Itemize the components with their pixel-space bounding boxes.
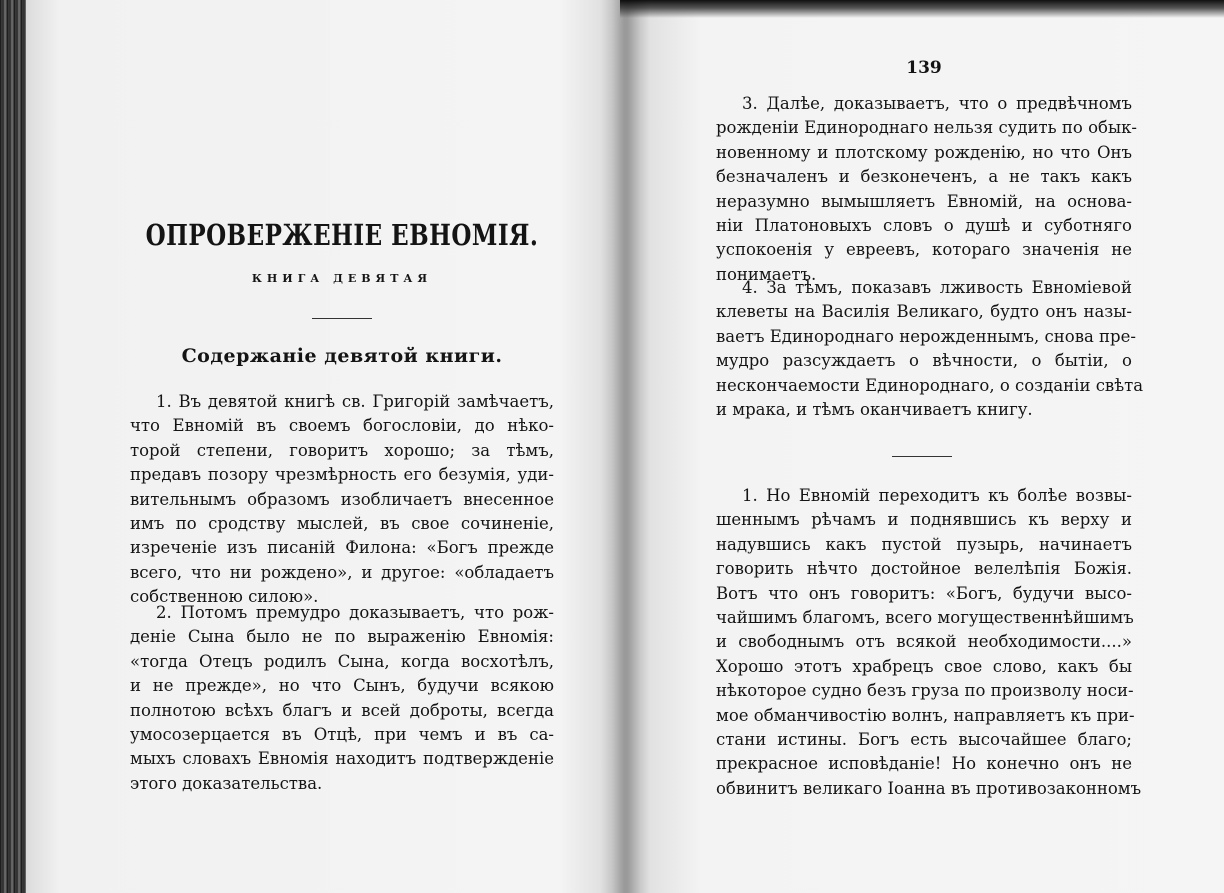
text-line: всего, что ни рождено», и другое: «обладаетъ	[130, 562, 554, 582]
page-gutter	[600, 0, 650, 893]
text-line: умосозерцается въ Отцѣ, при чемъ и въ са-	[130, 725, 554, 745]
text-line: 4. За тѣмъ, показавъ лживость Евноміевой	[742, 278, 1132, 297]
text-line: предавъ позору чрезмѣрность его безумія, уди-	[130, 465, 554, 485]
text-line: чайшимъ благомъ, всего могущественнѣйшимъ	[716, 608, 1134, 628]
text-line: говорить нѣчто достойное велелѣпія Божія.	[716, 559, 1132, 579]
paragraph	[716, 92, 1137, 287]
text-line: безначаленъ и безконеченъ, а не такъ какъ	[716, 167, 1132, 187]
text-line: Вотъ что онъ говоритъ: «Богъ, будучи высо-	[716, 583, 1132, 603]
text-line: торой степени, говоритъ хорошо; за тѣмъ,	[130, 440, 554, 460]
text-line: что Евномій въ своемъ богословіи, до нѣко-	[130, 416, 554, 436]
text-line: прекрасное исповѣданіе! Но конечно онъ не	[716, 754, 1132, 774]
text-line: и мрака, и тѣмъ оканчиваетъ книгу.	[716, 400, 1033, 420]
text-line: новенному и плотскому рожденію, но что Онъ	[716, 142, 1132, 162]
text-line: имъ по сродству мыслей, въ свое сочиненіе,	[130, 514, 554, 534]
book-heading: КНИГА ДЕВЯТАЯ	[251, 272, 433, 285]
text-line: 3. Далѣе, доказываетъ, что о предвѣчномъ	[742, 94, 1132, 113]
text-line: вительнымъ образомъ изобличаетъ внесенное	[130, 489, 554, 509]
text-line: 1. Въ девятой книгѣ св. Григорій замѣчаетъ,	[156, 392, 554, 411]
text-line: рожденіи Единороднаго нельзя судить по обык-	[716, 118, 1137, 138]
text-line: мудро разсуждаетъ о вѣчности, о бытіи, о	[716, 351, 1132, 371]
paragraph	[716, 276, 1144, 422]
text-line: нескончаемости Единороднаго, о созданіи свѣта	[716, 375, 1144, 395]
divider	[312, 318, 372, 319]
book-spine	[0, 0, 26, 893]
text-line: ніи Платоновыхъ словъ о душѣ и суботняго	[716, 216, 1132, 236]
text-line: 1. Но Евномій переходитъ къ болѣе возвы-	[742, 486, 1132, 505]
text-line: изреченіе изъ писаній Филона: «Богъ прежде	[130, 538, 554, 558]
text-line: «тогда Отецъ родилъ Сына, когда восхотѣлъ,	[130, 651, 554, 671]
text-line: полнотою всѣхъ благъ и всей доброты, всегда	[130, 700, 554, 720]
divider	[892, 456, 952, 457]
text-line: деніе Сына было не по выраженію Евномія:	[130, 627, 554, 647]
text-line: стани истины. Богъ есть высочайшее благо;	[716, 730, 1132, 750]
paragraph	[716, 484, 1142, 801]
text-line: понимаетъ.	[716, 264, 817, 284]
text-line: и не прежде», но что Сынъ, будучи всякою	[130, 676, 554, 696]
text-line: надувшись какъ пустой пузырь, начинаетъ	[716, 534, 1132, 554]
text-line: мыхъ словахъ Евномія находитъ подтвержденіе	[130, 749, 554, 769]
contents-heading: Содержаніе девятой книги.	[181, 345, 503, 367]
text-line: ваетъ Единороднаго нерожденнымъ, снова пре-	[716, 326, 1136, 346]
paragraph	[130, 390, 554, 610]
text-line: Хорошо этотъ храбрецъ свое слово, какъ бы	[716, 656, 1132, 676]
text-line: собственною силою».	[130, 587, 319, 607]
text-line: этого доказательства.	[130, 773, 323, 793]
text-line: шеннымъ рѣчамъ и поднявшись къ верху и	[716, 510, 1132, 530]
text-line: успокоенія у евреевъ, котораго значенія не	[716, 240, 1132, 260]
page-title: ОПРОВЕРЖЕНІЕ ЕВНОМІЯ.	[145, 218, 539, 253]
text-line: обвинитъ великаго Іоанна въ противозаконномъ	[716, 778, 1142, 798]
left-page	[130, 0, 554, 893]
text-line: неразумно вымышляетъ Евномій, на основа-	[716, 191, 1132, 211]
text-line: нѣкоторое судно безъ груза по произволу носи-	[716, 681, 1134, 701]
right-page	[716, 0, 1144, 893]
text-line: 2. Потомъ премудро доказываетъ, что рож-	[156, 603, 554, 622]
page-number: 139	[906, 58, 942, 78]
text-line: клеветы на Василія Великаго, будто онъ назы-	[716, 302, 1132, 322]
text-line: мое обманчивостію волнъ, направляетъ къ при-	[716, 705, 1135, 725]
paragraph	[130, 601, 554, 796]
text-line: и свободнымъ отъ всякой необходимости....»	[716, 632, 1132, 652]
